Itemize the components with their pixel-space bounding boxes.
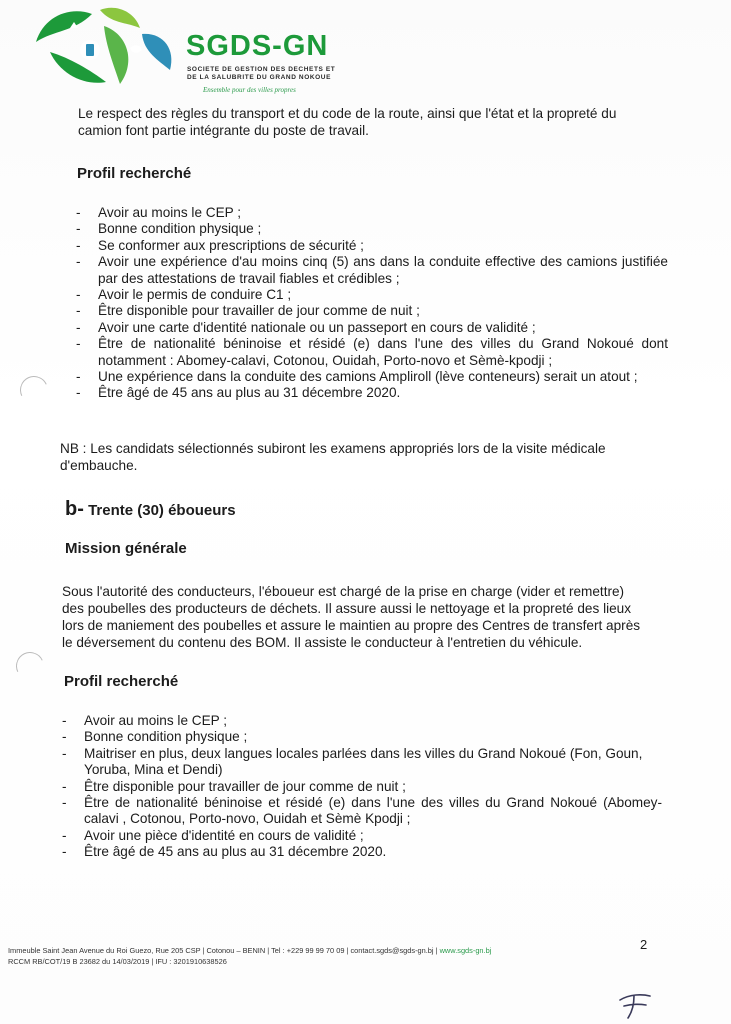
list-item: - Être disponible pour travailler de jour comme de nuit ; <box>62 779 662 795</box>
mission-line: des poubelles des producteurs de déchets. Il assure aussi le nettoyage et la propreté des lieux <box>62 601 632 616</box>
list-item: - Avoir une carte d'identité nationale ou un passeport en cours de validité ; <box>76 320 668 336</box>
list-item: - Avoir le permis de conduire C1 ; <box>76 287 668 303</box>
brand-slogan: Ensemble pour des villes propres <box>203 86 296 94</box>
footer-address: Immeuble Saint Jean Avenue du Roi Guezo, Rue 205 CSP | Cotonou – BENIN | Tel : +229 99 99 70 09 | contact.sgds@sgds-gn.bj | <box>8 946 438 955</box>
footer-website[interactable]: www.sgds-gn.bj <box>439 946 492 955</box>
mission-line: le déversement du contenu des BOM. Il assiste le conducteur à l'entretien du véhicule. <box>62 635 583 650</box>
list-item: - Maitriser en plus, deux langues locales parlées dans les villes du Grand Nokoué (Fon, Goun, Yoruba, Mina et Dendi) <box>62 746 662 779</box>
mission-line: lors de maniement des poubelles et assure le maintien au propre des Centres de transfert après <box>62 618 641 633</box>
page-number: 2 <box>640 937 648 952</box>
hole-punch-mark <box>16 372 52 408</box>
mission-line: Sous l'autorité des conducteurs, l'éboueur est chargé de la prise en charge (vider et remettre) <box>62 584 625 599</box>
nb-line: d'embauche. <box>60 458 138 473</box>
intro-line: Le respect des règles du transport et du code de la route, ainsi que l'état et la propreté du <box>78 106 617 121</box>
mission-heading: Mission générale <box>65 540 187 557</box>
nb-line: NB : Les candidats sélectionnés subiront les examens appropriés lors de la visite médicale <box>60 441 606 456</box>
footer <box>8 945 648 967</box>
section-heading: Profil recherché <box>77 165 192 182</box>
intro-paragraph <box>78 105 616 139</box>
list-item: - Être disponible pour travailler de jour comme de nuit ; <box>76 303 668 319</box>
section-letter: b- <box>65 498 84 520</box>
list-item: - Être âgé de 45 ans au plus au 31 décembre 2020. <box>76 385 668 401</box>
mission-paragraph <box>62 583 672 651</box>
company-logo <box>30 4 336 100</box>
list-item: - Être âgé de 45 ans au plus au 31 décembre 2020. <box>62 844 662 860</box>
list-item: - Bonne condition physique ; <box>76 221 668 237</box>
profile-list <box>76 205 668 402</box>
brand-name: SGDS-GN <box>186 30 329 62</box>
list-item: - Une expérience dans la conduite des camions Ampliroll (lève conteneurs) serait un atout ; <box>76 369 668 385</box>
leaf-logo-icon <box>30 4 180 100</box>
brand-subtitle-line2: DE LA SALUBRITE DU GRAND NOKOUE <box>187 74 332 81</box>
list-item: - Avoir au moins le CEP ; <box>62 713 662 729</box>
list-item: - Être de nationalité béninoise et résidé (e) dans l'une des villes du Grand Nokoué (Abomey-calavi , Cotonou, Porto-novo, Ouidah et Sèmè Kpodji ; <box>62 795 662 828</box>
list-item: - Bonne condition physique ; <box>62 729 662 745</box>
section-b-title <box>65 498 236 521</box>
section-heading: Profil recherché <box>64 673 179 690</box>
nb-note <box>60 440 670 474</box>
footer-line <box>8 945 648 956</box>
footer-line: RCCM RB/COT/19 B 23682 du 14/03/2019 | IFU : 3201910638526 <box>8 957 227 966</box>
list-item: - Se conformer aux prescriptions de sécurité ; <box>76 238 668 254</box>
intro-line: camion font partie intégrante du poste de travail. <box>78 123 369 138</box>
list-item: - Avoir une pièce d'identité en cours de validité ; <box>62 828 662 844</box>
list-item: - Être de nationalité béninoise et résidé (e) dans l'une des villes du Grand Nokoué dont notamment : Abomey-calavi, Cotonou, Ouidah, Porto-novo et Sèmè-kpodji ; <box>76 336 668 369</box>
list-item: - Avoir une expérience d'au moins cinq (5) ans dans la conduite effective des camions justifiée par des attestations de travail fiables et crédibles ; <box>76 254 668 287</box>
hole-punch-mark <box>12 648 48 684</box>
profile-list <box>62 713 662 861</box>
list-item: - Avoir au moins le CEP ; <box>76 205 668 221</box>
section-title: Trente (30) éboueurs <box>88 502 236 519</box>
handwritten-initials-icon <box>616 990 656 1020</box>
brand-subtitle <box>187 66 347 82</box>
brand-subtitle-line1: SOCIETE DE GESTION DES DECHETS ET <box>187 66 336 73</box>
